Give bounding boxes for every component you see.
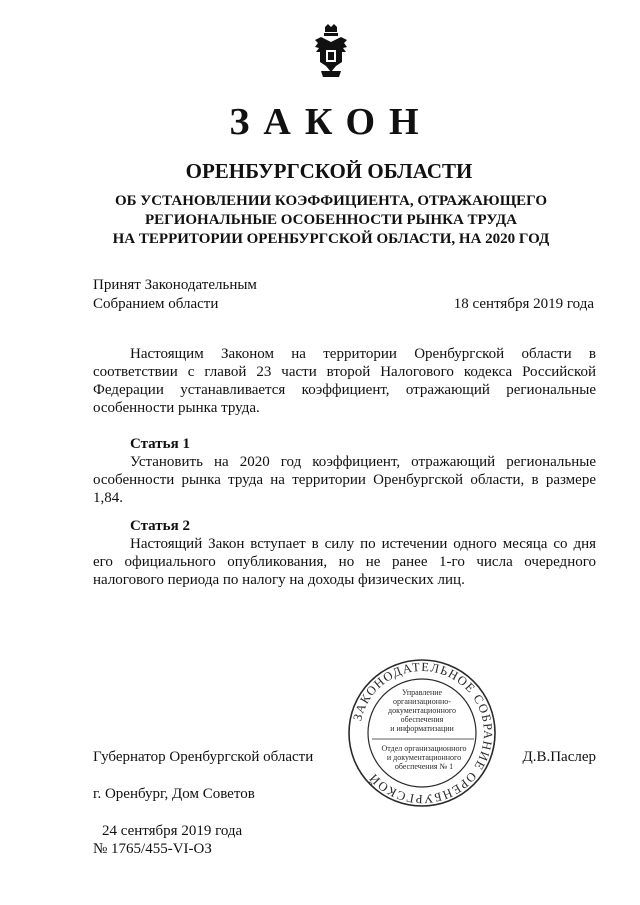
region-title: ОРЕНБУРГСКОЙ ОБЛАСТИ: [185, 159, 473, 183]
adoption-line: Принят Законодательным: [93, 277, 257, 293]
official-stamp: [346, 657, 498, 809]
stamp-line: документационного: [388, 706, 456, 715]
signing-date: 24 сентября 2019 года: [102, 823, 243, 839]
intro-paragraph: Настоящим Законом на территории Оренбургской области в соответствии с главой 23 части второй Налогового кодекса Российской Федерации устанавливается коэффициент, отражающий региональные особенности рынка труда.: [93, 346, 596, 416]
stamp-line: и документационного: [386, 753, 462, 762]
article-1-heading: Статья 1: [130, 436, 190, 452]
coat-of-arms-icon: [311, 24, 351, 80]
article-2-text: Настоящий Закон вступает в силу по истечении одного месяца со дня его официального опубликования, но не ранее 1-го числа очередного налогового периода по налогу на доходы физических лиц.: [93, 536, 596, 588]
stamp-line: и информатизации: [390, 724, 454, 733]
subject-line: ОБ УСТАНОВЛЕНИИ КОЭФФИЦИЕНТА, ОТРАЖАЮЩЕГО: [114, 193, 548, 209]
subject-line: РЕГИОНАЛЬНЫЕ ОСОБЕННОСТИ РЫНКА ТРУДА: [145, 212, 517, 228]
law-subject: [0, 192, 640, 249]
law-number: № 1765/455-VI-ОЗ: [93, 841, 212, 857]
signatory-role: Губернатор Оренбургской области: [93, 749, 314, 765]
stamp-line: организационно-: [393, 697, 451, 706]
subject-line: НА ТЕРРИТОРИИ ОРЕНБУРГСКОЙ ОБЛАСТИ, НА 2020 ГОД: [112, 231, 550, 247]
article-1-text: Установить на 2020 год коэффициент, отражающий региональные особенности рынка труда на территории Оренбургской области, в размере 1,84.: [93, 454, 596, 506]
adoption-line: Собранием области: [93, 296, 219, 312]
article-2-heading: Статья 2: [130, 518, 190, 534]
adoption-info: [93, 276, 257, 314]
stamp-line: обеспечения № 1: [394, 762, 454, 771]
stamp-line: Отдел организационного: [381, 744, 467, 753]
stamp-line: Управление: [401, 688, 443, 697]
adoption-date: 18 сентября 2019 года: [453, 296, 594, 312]
law-title: ЗАКОН: [229, 101, 433, 143]
signatory-name: Д.В.Паслер: [522, 749, 596, 765]
stamp-line: обеспечения: [400, 715, 444, 724]
svg-text:ЗАКОНОДАТЕЛЬНОЕ СОБРАНИЕ ОРЕНБ: [350, 660, 495, 806]
stamp-ring-text: ЗАКОНОДАТЕЛЬНОЕ СОБРАНИЕ ОРЕНБУРГСКОЙ: [350, 659, 496, 807]
signing-place: г. Оренбург, Дом Советов: [93, 786, 255, 802]
